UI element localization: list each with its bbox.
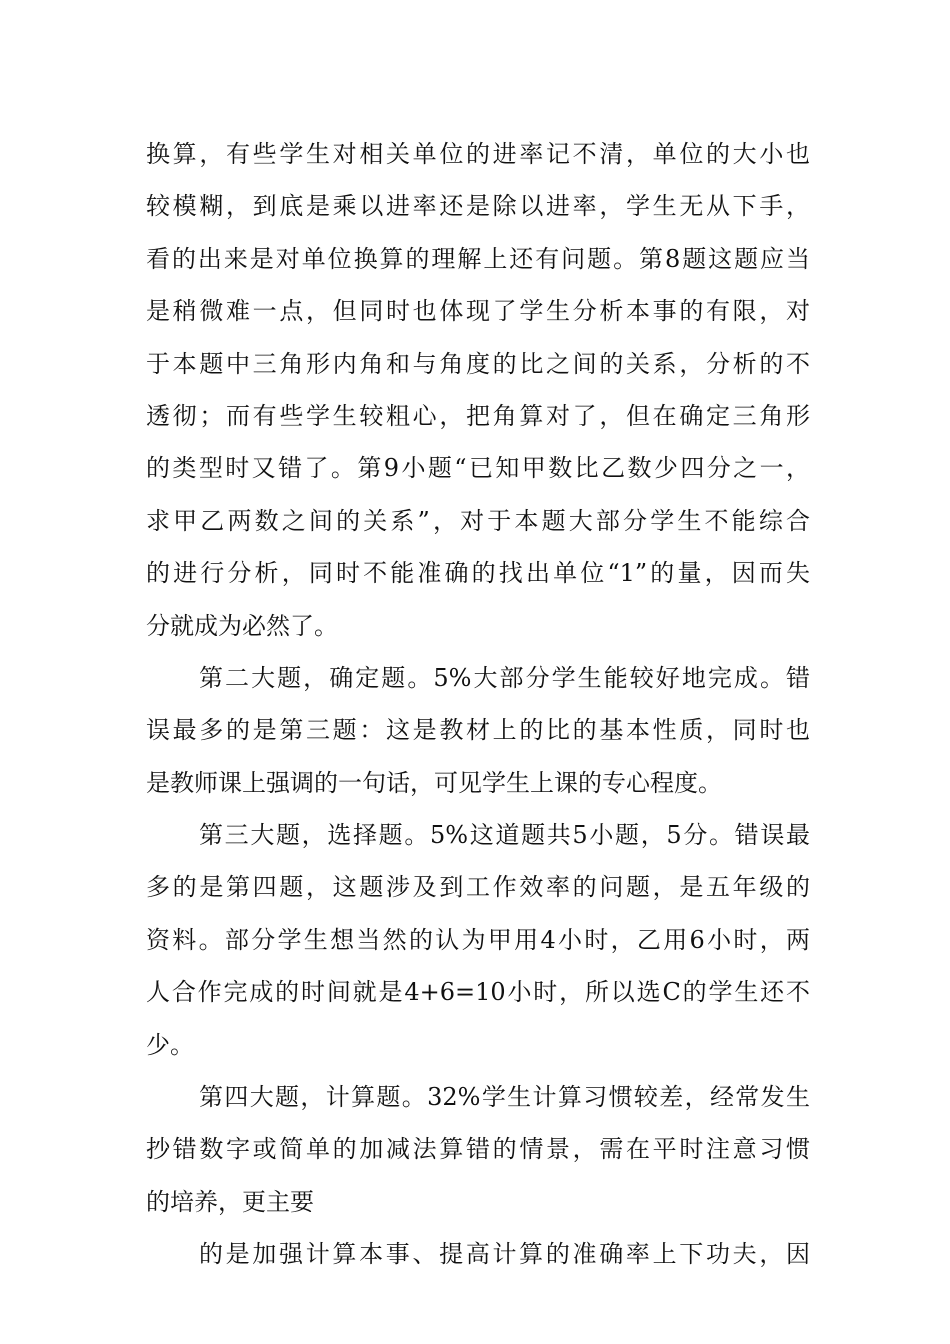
- text-line: 抄错数字或简单的加减法算错的情景，需在平时注意习惯: [146, 1135, 810, 1164]
- text-line: 较模糊，到底是乘以进率还是除以进率，学生无从下手，: [146, 192, 810, 221]
- text-line: 多的是第四题，这题涉及到工作效率的问题，是五年级的: [146, 873, 810, 902]
- text-line: 的培养，更主要: [146, 1187, 314, 1216]
- text-line: 看的出来是对单位换算的理解上还有问题。第8题这题应当: [146, 244, 810, 273]
- text-line: 第二大题，确定题。5%大部分学生能较好地完成。错: [199, 663, 810, 692]
- text-line: 人合作完成的时间就是4+6=10小时，所以选C的学生还不: [146, 978, 810, 1007]
- paragraph-3: [146, 809, 810, 1071]
- text-line: 求甲乙两数之间的关系”，对于本题大部分学生不能综合: [146, 506, 810, 535]
- text-line: 是稍微难一点，但同时也体现了学生分析本事的有限，对: [146, 297, 810, 326]
- text-line: 透彻；而有些学生较粗心，把角算对了，但在确定三角形: [146, 401, 810, 430]
- text-line: 的进行分析，同时不能准确的找出单位“1”的量，因而失: [146, 559, 810, 588]
- text-line: 少。: [146, 1030, 194, 1059]
- text-line: 于本题中三角形内角和与角度的比之间的关系，分析的不: [146, 349, 810, 378]
- text-line: 第四大题，计算题。32%学生计算习惯较差，经常发生: [199, 1083, 810, 1112]
- text-line: 的是加强计算本事、提高计算的准确率上下功夫，因: [199, 1240, 810, 1269]
- paragraph-4: [146, 1071, 810, 1228]
- text-line: 是教师课上强调的一句话，可见学生上课的专心程度。: [146, 768, 722, 797]
- text-line: 资料。部分学生想当然的认为甲用4小时，乙用6小时，两: [146, 925, 810, 954]
- paragraph-5: [146, 1228, 810, 1280]
- text-line: 的类型时又错了。第9小题“已知甲数比乙数少四分之一，: [146, 454, 810, 483]
- paragraph-1: [146, 128, 810, 652]
- paragraph-2: [146, 652, 810, 809]
- text-line: 第三大题，选择题。5%这道题共5小题，5分。错误最: [199, 821, 810, 850]
- text-line: 分就成为必然了。: [146, 611, 338, 640]
- document-body: [146, 128, 810, 1281]
- text-line: 换算，有些学生对相关单位的进率记不清，单位的大小也: [146, 140, 810, 168]
- text-line: 误最多的是第三题：这是教材上的比的基本性质，同时也: [146, 716, 810, 745]
